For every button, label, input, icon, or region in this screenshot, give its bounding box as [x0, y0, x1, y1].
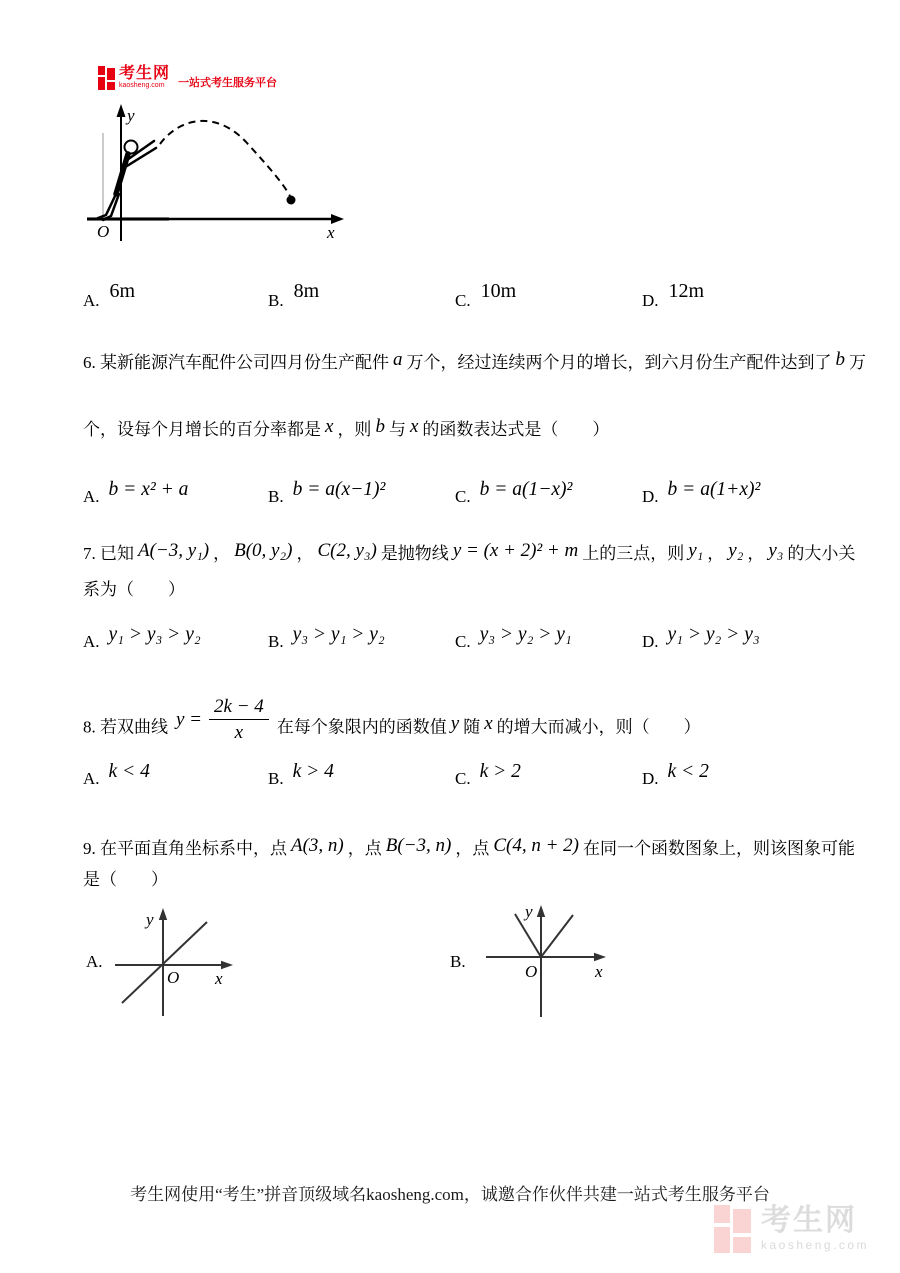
- fraction: y = $\frac{2k - 4}{x}$: [176, 694, 269, 745]
- origin-label: O: [525, 962, 538, 981]
- kaosheng-watermark-icon: [714, 1205, 751, 1253]
- brand-name: 考生网: [119, 65, 171, 82]
- q6-option-a: A. b = x² + a: [83, 479, 189, 506]
- y-axis-arrow: [537, 905, 545, 917]
- trajectory-curve: [160, 121, 290, 196]
- kaosheng-logo-icon: [98, 66, 115, 90]
- q6-option-d: D. b = a(1+x)²: [642, 479, 761, 506]
- q9-line1: 9. 在平面直角坐标系中，点 A(3, n) ，点 B(−3, n) ，点 C(4, n + 2) 在同一个函数图象上，则该图象可能: [83, 835, 856, 858]
- projectile-figure: [85, 103, 355, 248]
- y-axis-label: y: [525, 902, 533, 921]
- ball-dot: [287, 196, 296, 205]
- q7-option-c: C. y₃ > y₂ > y₁: [455, 624, 572, 651]
- q5-options-row: [0, 280, 900, 323]
- q6-line2: 个，设每个月增长的百分率都是 x ，则 b 与 x 的函数表达式是（ ）: [83, 416, 610, 439]
- x-axis-arrow: [594, 953, 606, 961]
- watermark-domain: kaosheng.com: [761, 1238, 870, 1252]
- q7-option-b: B. y₃ > y₁ > y₂: [268, 624, 385, 651]
- q6-options-row: [0, 479, 900, 520]
- q7-line2: 系为（ ）: [83, 580, 185, 599]
- q5-option-c: C. 10m: [455, 280, 517, 310]
- q9-graph-b: [483, 902, 613, 1017]
- x-axis-label: x: [215, 969, 223, 988]
- q5-option-a: A. 6m: [83, 280, 136, 310]
- q8-option-d: D. k < 2: [642, 761, 709, 788]
- y-axis-label: y: [146, 910, 154, 929]
- q9-graph-b-letter: B.: [450, 952, 466, 971]
- line-through-origin: [122, 922, 207, 1003]
- y-axis-arrow: [159, 908, 167, 920]
- x-axis-arrow: [221, 961, 233, 969]
- q8-option-c: C. k > 2: [455, 761, 521, 788]
- q9-line2: 是（ ）: [83, 870, 168, 889]
- y-axis-label: y: [127, 106, 135, 125]
- watermark-brand: 考生网: [761, 1204, 857, 1237]
- y-axis-arrow: [117, 104, 126, 117]
- v-right-branch: [541, 915, 573, 957]
- q5-option-d: D. 12m: [642, 280, 705, 310]
- watermark-text-block: [761, 1205, 869, 1252]
- origin-label: O: [97, 222, 110, 241]
- logo-text-block: [119, 66, 170, 90]
- header-logo: [98, 66, 277, 90]
- watermark-logo: [714, 1205, 869, 1253]
- q9-graph-a-letter: A.: [86, 952, 103, 971]
- q6-line1: 6. 某新能源汽车配件公司四月份生产配件 a 万个，经过连续两个月的增长，到六月份生产配件达到了 b 万: [83, 349, 866, 372]
- q6-option-c: C. b = a(1−x)²: [455, 479, 573, 506]
- q8-line1: 8. 若双曲线 y = $\frac{2k - 4}{x}$ 在每个象限内的函数值 y 随 x 的增大而减小，则（ ）: [83, 696, 701, 743]
- q7-option-a: A. y₁ > y₃ > y₂: [83, 624, 201, 651]
- q8-option-a: A. k < 4: [83, 761, 150, 788]
- x-axis-label: x: [327, 223, 335, 242]
- x-axis-label: x: [595, 962, 603, 981]
- q7-line1: 7. 已知 A(−3, y₁) ， B(0, y₂) ， C(2, y₃) 是抛物线 y = (x + 2)² + m 上的三点，则 y₁ ， y₂ ， y₃ 的大小关: [83, 540, 856, 563]
- q8-options-row: [0, 761, 900, 802]
- q9-graph-a: [110, 905, 240, 1017]
- person-figure: [98, 141, 156, 221]
- q7-options-row: [0, 624, 900, 665]
- origin-label: O: [167, 968, 180, 987]
- brand-domain: kaosheng.com: [119, 82, 165, 89]
- q7-option-d: D. y₁ > y₂ > y₃: [642, 624, 760, 651]
- q5-option-b: B. 8m: [268, 280, 320, 310]
- q8-option-b: B. k > 4: [268, 761, 334, 788]
- brand-tagline: 一站式考生服务平台: [178, 77, 278, 89]
- q6-option-b: B. b = a(x−1)²: [268, 479, 386, 506]
- footer-slogan: 考生网使用“考生”拼音顶级域名kaosheng.com，诚邀合作伙伴共建一站式考生服务平台: [130, 1185, 770, 1204]
